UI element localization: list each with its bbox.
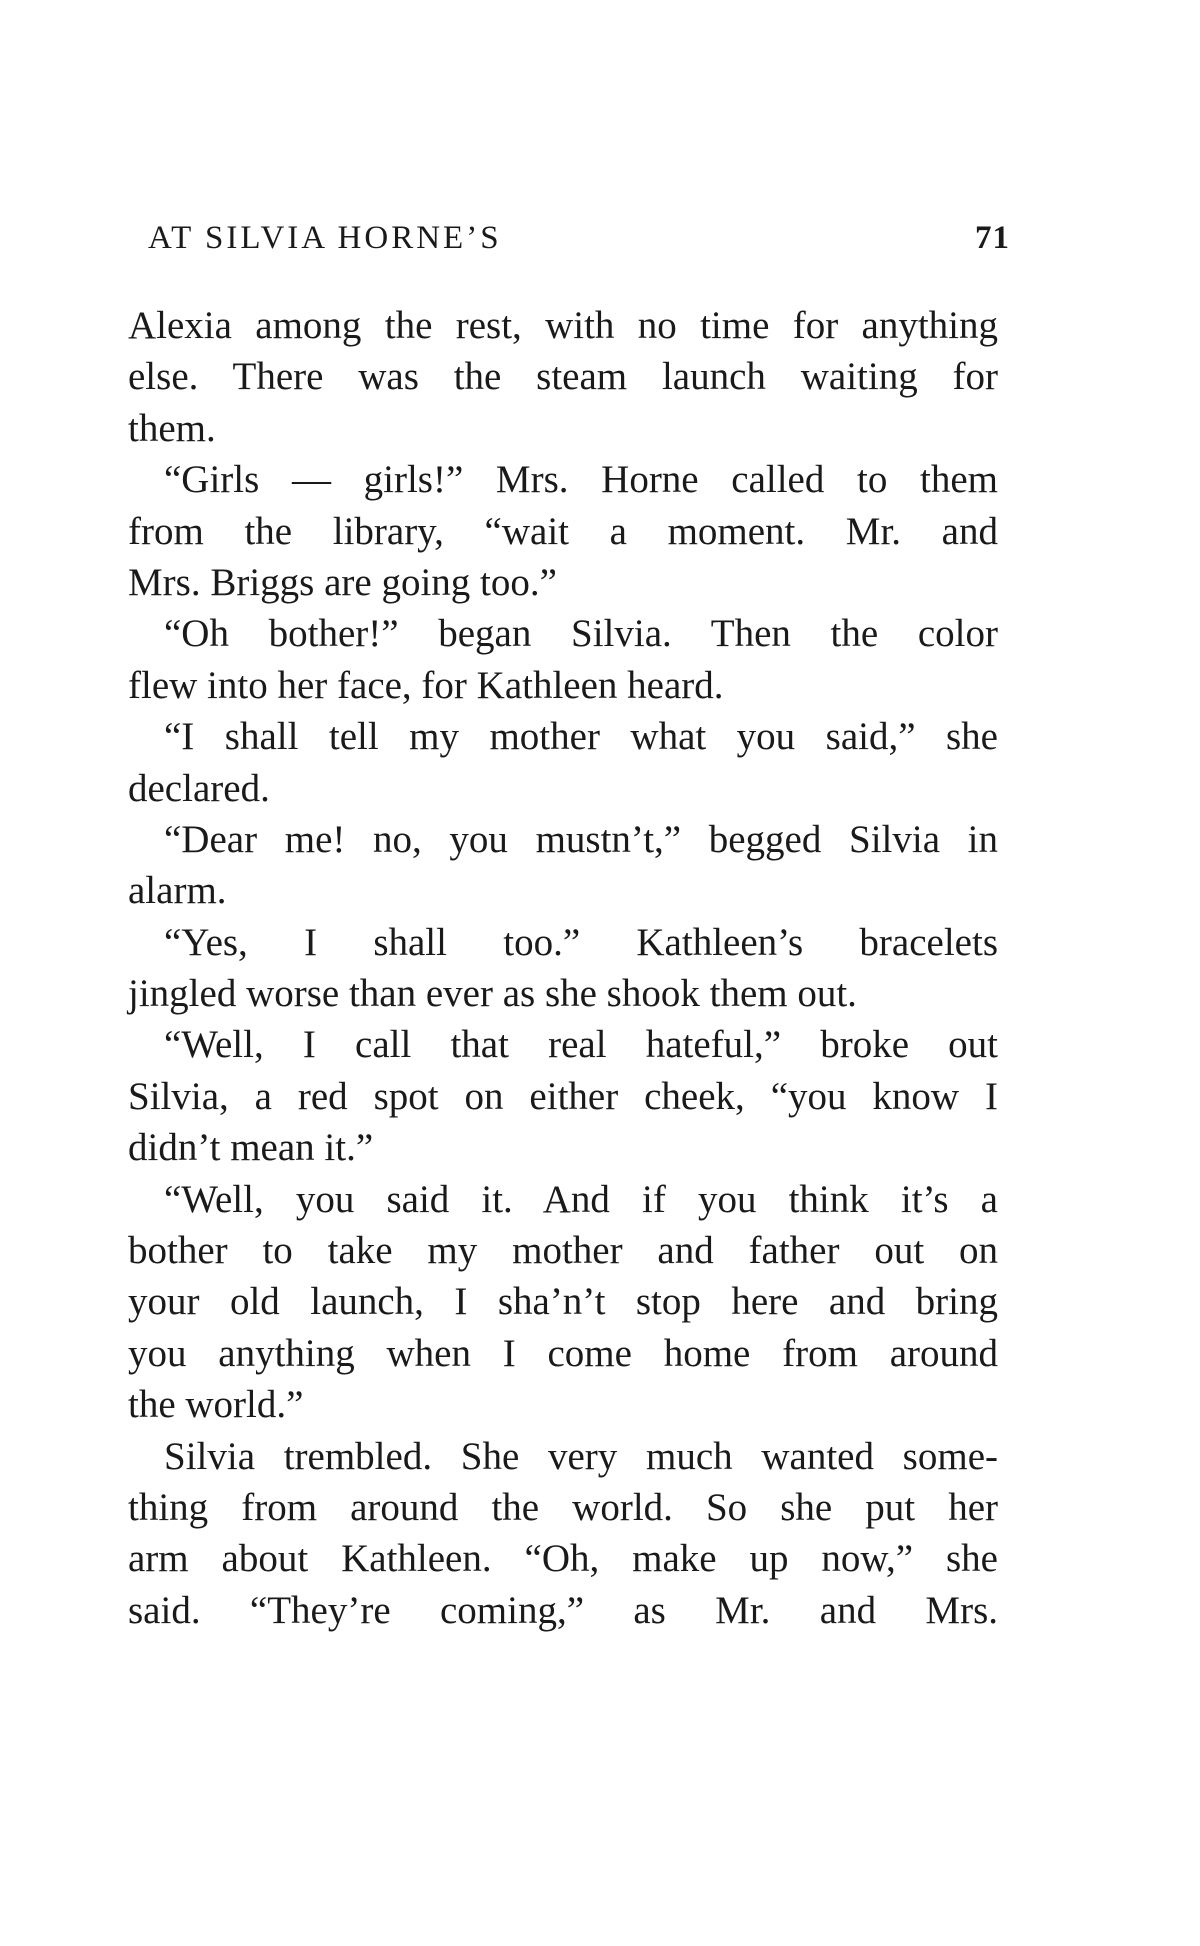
text-line: Alexia among the rest, with no time for anything	[128, 304, 998, 347]
text-line: “Well, I call that real hateful,” broke out	[164, 1023, 998, 1067]
text-line: “I shall tell my mother what you said,” she	[164, 715, 998, 759]
running-title: AT SILVIA HORNE’S	[148, 220, 502, 256]
text-line: declared.	[128, 766, 270, 810]
text-line: thing from around the world. So she put her	[128, 1485, 998, 1529]
text-line: Silvia trembled. She very much wanted some-	[164, 1434, 998, 1478]
text-line: “Well, you said it. And if you think it’s a	[164, 1177, 998, 1221]
text-line: “Dear me! no, you mustn’t,” begged Silvia in	[164, 817, 998, 861]
body-text	[128, 300, 998, 1636]
text-line: bother to take my mother and father out on	[128, 1229, 998, 1273]
text-line: the world.”	[128, 1383, 304, 1427]
text-line: “Yes, I shall too.” Kathleen’s bracelets	[164, 920, 998, 964]
text-line: alarm.	[128, 869, 227, 913]
text-line: said. “They’re coming,” as Mr. and Mrs.	[128, 1588, 998, 1632]
page-number: 71	[975, 220, 1010, 256]
text-line: them.	[128, 406, 216, 450]
text-line: from the library, “wait a moment. Mr. and	[128, 509, 998, 553]
text-line: “Girls — girls!” Mrs. Horne called to them	[164, 458, 998, 502]
text-line: else. There was the steam launch waiting for	[128, 355, 998, 399]
text-line: flew into her face, for Kathleen heard.	[128, 663, 724, 707]
text-line: jingled worse than ever as she shook them out.	[128, 972, 857, 1016]
text-line: “Oh bother!” began Silvia. Then the color	[164, 612, 998, 656]
text-line: didn’t mean it.”	[128, 1126, 374, 1170]
text-line: your old launch, I sha’n’t stop here and bring	[128, 1280, 998, 1324]
text-line: Mrs. Briggs are going too.”	[128, 560, 557, 604]
text-line: arm about Kathleen. “Oh, make up now,” she	[128, 1537, 998, 1581]
running-head	[148, 220, 1018, 268]
text-line: Silvia, a red spot on either cheek, “you know I	[128, 1074, 998, 1118]
text-line: you anything when I come home from around	[128, 1331, 998, 1375]
